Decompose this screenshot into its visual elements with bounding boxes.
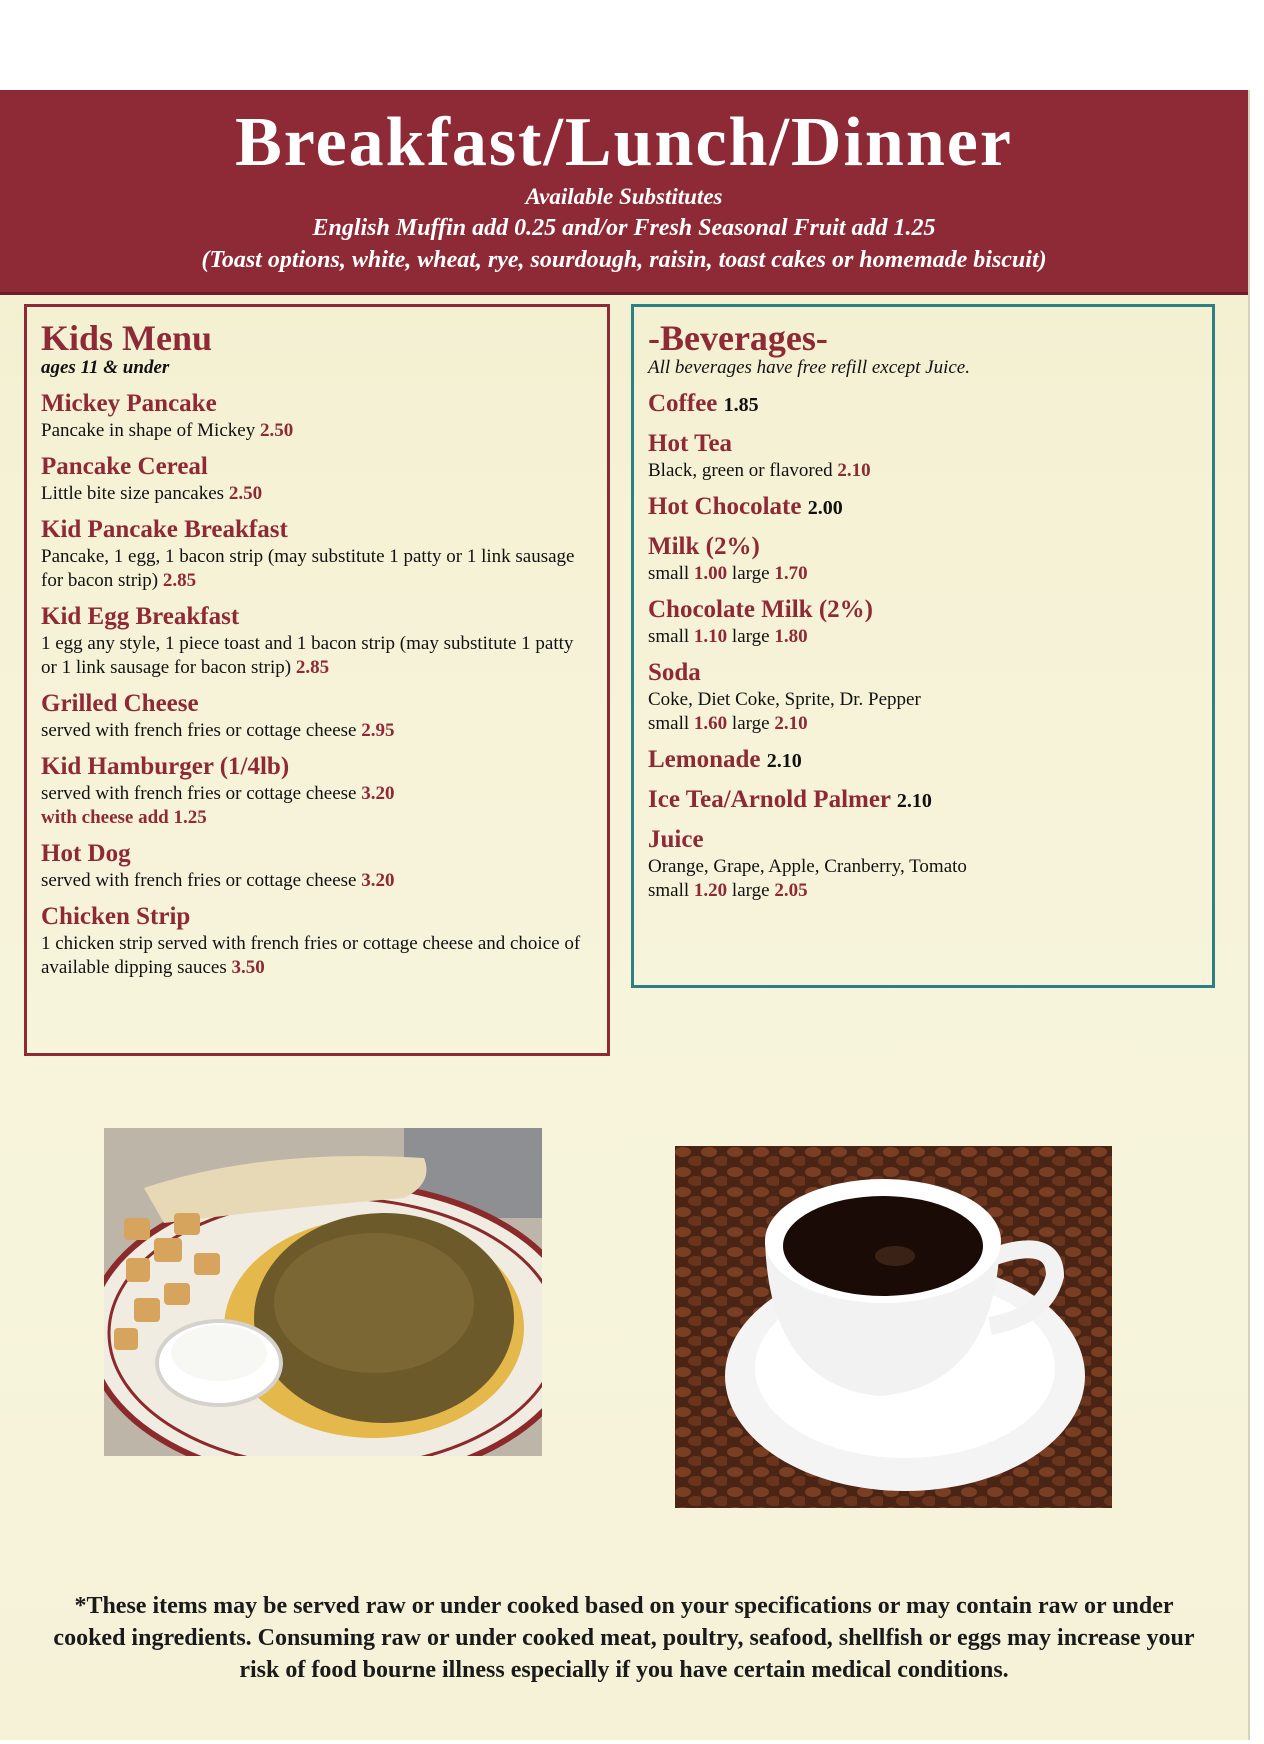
beverage-item (648, 532, 1198, 586)
item-name: Pancake Cereal (41, 453, 208, 480)
item-name-row (648, 658, 1198, 688)
item-price: 3.20 (361, 870, 395, 891)
kids-menu-item (41, 389, 593, 443)
beverage-item (648, 658, 1198, 736)
item-desc-text: Coke, Diet Coke, Sprite, Dr. Pepper (648, 689, 921, 710)
item-name: Juice (648, 826, 704, 853)
item-price: 2.85 (295, 657, 330, 678)
large-price: 2.05 (774, 880, 808, 901)
item-price: 2.50 (228, 483, 263, 504)
beverages-section (631, 304, 1215, 988)
item-price: 2.85 (162, 570, 197, 591)
small-price: 1.00 (693, 563, 728, 584)
small-label: small (648, 713, 690, 734)
kids-menu-list (41, 389, 593, 980)
size-prices (648, 712, 1198, 736)
item-name-row (648, 532, 1198, 562)
item-name: Mickey Pancake (41, 390, 217, 417)
large-price: 1.70 (774, 563, 808, 584)
item-price: 2.10 (766, 750, 802, 772)
item-desc-text: Orange, Grape, Apple, Cranberry, Tomato (648, 856, 967, 877)
beverage-item (648, 825, 1198, 903)
item-description (41, 932, 593, 980)
item-description (41, 782, 593, 806)
item-name: Kid Egg Breakfast (41, 603, 240, 630)
kids-menu-item (41, 602, 593, 680)
item-desc-text: Pancake, 1 egg, 1 bacon strip (may substitute 1 patty or 1 link sausage for bacon strip) (41, 546, 575, 591)
item-description (648, 688, 1198, 712)
size-prices (648, 562, 1198, 586)
item-name-row (648, 785, 1198, 816)
food-photo (104, 1128, 542, 1456)
item-name: Milk (2%) (648, 533, 760, 560)
item-name: Soda (648, 659, 701, 686)
beverages-title: -Beverages- (648, 318, 828, 358)
item-desc-text: Little bite size pancakes (41, 483, 225, 504)
size-prices (648, 625, 1198, 649)
item-name-row (648, 595, 1198, 625)
item-price: 2.00 (807, 497, 843, 519)
kids-menu-item (41, 452, 593, 506)
small-price: 1.20 (693, 880, 728, 901)
item-name: Hot Chocolate (648, 493, 802, 520)
menu-page (0, 90, 1250, 1740)
small-label: small (648, 880, 690, 901)
header-banner (0, 90, 1248, 295)
item-description (648, 459, 1198, 483)
coffee-photo (675, 1146, 1112, 1508)
item-name-row (648, 745, 1198, 776)
item-name: Kid Pancake Breakfast (41, 516, 288, 543)
beverage-item (648, 785, 1198, 816)
kids-menu-item (41, 515, 593, 593)
beverage-item (648, 429, 1198, 483)
kids-menu-title: Kids Menu (41, 318, 213, 358)
item-name: Coffee (648, 390, 718, 417)
small-label: small (648, 626, 690, 647)
beverage-item (648, 595, 1198, 649)
item-desc-text: Pancake in shape of Mickey (41, 420, 256, 441)
item-description (41, 545, 593, 593)
large-label: large (731, 563, 770, 584)
beverage-item (648, 745, 1198, 776)
item-description (41, 719, 593, 743)
page-title: Breakfast/Lunch/Dinner (235, 104, 1013, 181)
kids-menu-subtitle: ages 11 & under (41, 357, 170, 378)
kids-menu-section (24, 304, 610, 1056)
large-price: 2.10 (774, 713, 808, 734)
beverage-item (648, 389, 1198, 420)
item-description (41, 482, 593, 506)
kids-menu-item (41, 689, 593, 743)
kids-menu-item (41, 752, 593, 830)
item-price: 2.95 (361, 720, 395, 741)
item-name-row (648, 825, 1198, 855)
item-desc-text: served with french fries or cottage cheese (41, 870, 357, 891)
substitutes-line: English Muffin add 0.25 and/or Fresh Seasonal Fruit add 1.25 (312, 215, 936, 241)
large-label: large (731, 880, 770, 901)
large-label: large (731, 626, 770, 647)
beverages-list (648, 389, 1198, 903)
item-name-row (648, 492, 1198, 523)
item-desc-text: Black, green or flavored (648, 460, 833, 481)
item-price: 2.10 (896, 790, 932, 812)
beverages-subtitle: All beverages have free refill except Juice. (648, 357, 970, 378)
item-name-row (648, 389, 1198, 420)
item-price: 1.85 (723, 394, 759, 416)
item-description (41, 419, 593, 443)
item-addon: with cheese add 1.25 (41, 807, 207, 828)
small-label: small (648, 563, 690, 584)
substitutes-label: Available Substitutes (525, 184, 723, 209)
small-price: 1.60 (693, 713, 728, 734)
item-name: Ice Tea/Arnold Palmer (648, 786, 891, 813)
item-name: Lemonade (648, 746, 761, 773)
item-desc-text: served with french fries or cottage cheese (41, 783, 357, 804)
item-price: 2.50 (259, 420, 294, 441)
item-desc-text: served with french fries or cottage cheese (41, 720, 357, 741)
item-price: 2.10 (837, 460, 871, 481)
item-price: 3.20 (361, 783, 395, 804)
item-description (648, 855, 1198, 879)
item-desc-text: 1 egg any style, 1 piece toast and 1 bacon strip (may substitute 1 patty or 1 link sausage for bacon strip) (41, 633, 574, 678)
item-desc-text: 1 chicken strip served with french fries or cottage cheese and choice of available dipping sauces (41, 933, 581, 978)
food-safety-disclaimer: *These items may be served raw or under cooked based on your specifications or may contain raw or under cooked ingredients. Consuming raw or under cooked meat, poultry, seafood, shellfish or eggs may increase your risk of food bourne illness especially if you have certain medical conditions. (53, 1593, 1195, 1683)
item-name: Kid Hamburger (1/4lb) (41, 753, 290, 780)
kids-menu-item (41, 902, 593, 980)
item-name: Hot Dog (41, 840, 131, 867)
kids-menu-item (41, 839, 593, 893)
item-description (41, 869, 593, 893)
toast-options-line: (Toast options, white, wheat, rye, sourdough, raisin, toast cakes or homemade biscuit) (201, 247, 1047, 273)
size-prices (648, 879, 1198, 903)
large-label: large (731, 713, 770, 734)
item-name: Grilled Cheese (41, 690, 199, 717)
beverage-item (648, 492, 1198, 523)
item-name: Hot Tea (648, 430, 733, 457)
large-price: 1.80 (774, 626, 808, 647)
item-name-row (648, 429, 1198, 459)
item-name: Chicken Strip (41, 903, 191, 930)
item-price: 3.50 (231, 957, 265, 978)
item-description (41, 632, 593, 680)
small-price: 1.10 (693, 626, 728, 647)
item-name: Chocolate Milk (2%) (648, 596, 873, 623)
